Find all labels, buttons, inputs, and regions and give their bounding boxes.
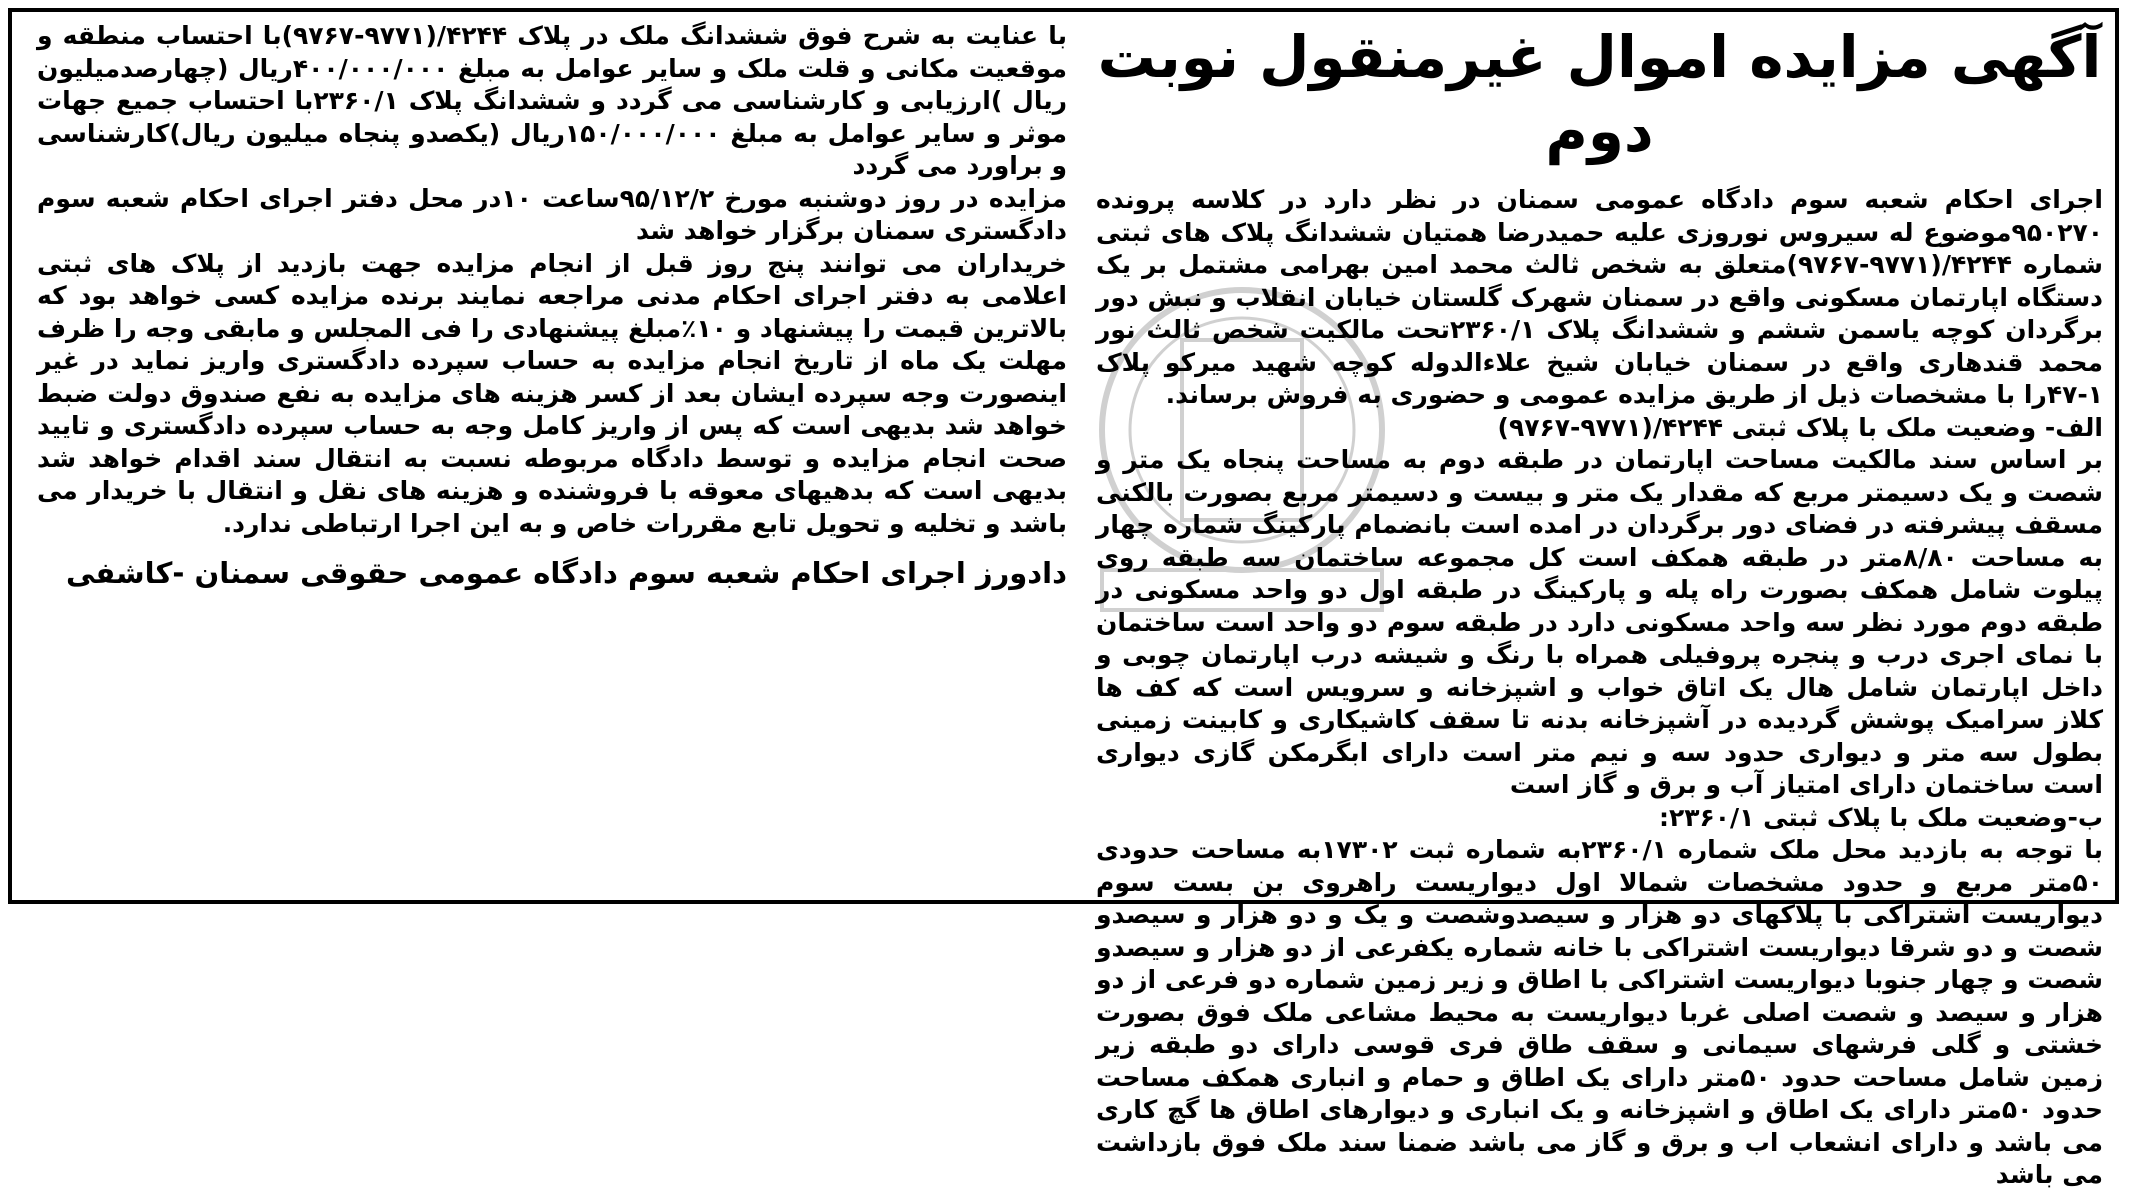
section-b-description: با توجه به بازدید محل ملک شماره ۲۳۶۰/۱به شماره ثبت ۱۷۳۰۲به مساحت حدودی ۵۰متر مربع و حدود مشخصات شمالا اول دیواریست راهروی بن بست سوم دیواریست اشتراکی با پلاکهای دو هزار و سیصدوشصت و یک و دو هزار و سیصدو شصت و دو شرقا دیواریست اشتراکی با خانه شماره یکفرعی از دو هزار و سیصدو شصت و چهار جنوبا دیواریست اشتراکی با اطاق و زیر زمین شماره دو فرعی از دو هزار و سیصد و شصت اصلی غربا دیواریست به محیط مشاعی ملک فوق بصورت خشتی و گلی فرشهای سیمانی و سقف طاق فری قوسی دارای دو طبقه زیر زمین شامل مساحت حدود ۵۰متر دارای یک اطاق و حمام و انباری همکف مساحت حدود ۵۰متر دارای یک اطاق و اشپزخانه و یک انباری و دیوارهای اطاق ها گچ کاری می باشد و دارای انشعاب اب و برق و گاز می باشد ضمنا سند ملک فوق بازداشت می باشد	[1096, 835, 2104, 1189]
notice-title: آگهی مزایده اموال غیرمنقول نوبت دوم	[1097, 23, 2102, 165]
section-b-heading: ب-وضعیت ملک با پلاک ثبتی ۲۳۶۰/۱:	[1658, 802, 2103, 832]
notice-intro-paragraph: اجرای احکام شعبه سوم دادگاه عمومی سمنان در نظر دارد در کلاسه پرونده ۹۵۰۲۷۰موضوع له سیروس نوروزی علیه حمیدرضا همتیان ششدانگ پلاک های ثبتی شماره ۴۲۴۴/(۹۷۷۱-۹۷۶۷)متعلق به شخص ثالث محمد امین بهرامی مشتمل بر یک دستگاه اپارتمان مسکونی واقع در سمنان شهرک گلستان خیابان انقلاب و نبش دور برگردان کوچه یاسمن ششم و ششدانگ پلاک ۲۳۶۰/۱تحت مالکیت شخص ثالث نور محمد قندهاری واقع در سمنان خیابان شیخ علاءالدوله کوچه شهید میرکو پلاک ۱-۴۷را با مشخصات ذیل از طریق مزایده عمومی و حضوری به فروش برساند.	[1096, 185, 2104, 409]
section-a-heading: الف- وضعیت ملک با پلاک ثبتی ۴۲۴۴/(۹۷۷۱-۹۷۶۷)	[1497, 412, 2103, 442]
signature-line: دادورز اجرای احکام شعبه سوم دادگاه عمومی حقوقی سمنان -کاشفی	[65, 556, 1067, 590]
auction-time-paragraph: مزایده در روز دوشنبه مورخ ۹۵/۱۲/۲ساعت ۱۰در محل دفتر اجرای احکام شعبه سوم دادگستری سمنان برگزار خواهد شد	[37, 183, 1068, 245]
notice-right-column	[1096, 20, 2103, 1192]
section-a-description: بر اساس سند مالکیت مساحت اپارتمان در طبقه دوم به مساحت پنجاه یک متر و شصت و یک دسیمتر مربع که مقدار یک متر و بیست و دسیمتر مربع بصورت بالکنی مسقف پیشرفته در فضای دور برگردان در امده است بانضمام پارکینگ شماره چهار به مساحت ۸/۸۰متر در طبقه همکف است کل مجموعه ساختمان سه طبقه روی پیلوت شامل همکف بصورت راه پله و پارکینگ در طبقه اول دو واحد مسکونی در طبقه دوم مورد نظر سه واحد مسکونی دارد در طبقه سوم دو واحد است ساختمان با نمای اجری درب و پنجره پروفیلی همراه با رنگ و شیشه درب اپارتمان چوبی و داخل اپارتمان شامل هال یک اتاق خواب و اشپزخانه و سرویس است که کف ها کلاز سرامیک پوشش گردیده در آشپزخانه بدنه تا سقف کاشیکاری و کابینت زمینی بطول سه متر و دیواری حدود سه و نیم متر است دارای ابگرمکن گازی دیواری است ساختمان دارای امتیاز آب و برق و گاز است	[1096, 445, 2104, 799]
auction-terms-paragraph: خریداران می توانند پنج روز قبل از انجام مزایده جهت بازدید از پلاک های ثبتی اعلامی به دفتر اجرای احکام مدنی مراجعه نمایند برنده مزایده کسی خواهد بود که بالاترین قیمت را پیشنهاد و ۱۰٪مبلغ پیشنهادی را فی المجلس و مابقی وجه را ظرف مهلت یک ماه از تاریخ انجام مزایده به حساب سپرده دادگستری واریز نماید در غیر اینصورت وجه سپرده ایشان بعد از کسر هزینه های مزایده به نفع صندوق دولت ضبط خواهد شد بدیهی است که پس از واریز کامل وجه به حساب سپرده دادگستری و تایید صحت انجام مزایده و توسط دادگاه مربوطه نسبت به انتقال سند اقدام خواهد شد بدیهی است که بدهیهای معوقه با فروشنده و هزینه های نقل و انتقال با خریدار می باشد و تخلیه و تحویل تابع مقررات خاص و به این اجرا ارتباطی ندارد.	[37, 248, 1067, 538]
notice-left-column	[37, 20, 1067, 592]
valuation-paragraph: با عنایت به شرح فوق ششدانگ ملک در پلاک ۴۲۴۴/(۹۷۷۱-۹۷۶۷)با احتساب منطقه و موقعیت مکانی و قلت ملک و سایر عوامل به مبلغ ۴۰۰/۰۰۰/۰۰۰ریال (چهارصدمیلیون ریال )ارزیابی و کارشناسی می گردد و ششدانگ پلاک ۲۳۶۰/۱با احتساب جمیع جهات موثر و سایر عوامل به مبلغ ۱۵۰/۰۰۰/۰۰۰ریال (یکصدو پنجاه میلیون ریال)کارشناسی و براورد می گردد	[37, 21, 1068, 180]
